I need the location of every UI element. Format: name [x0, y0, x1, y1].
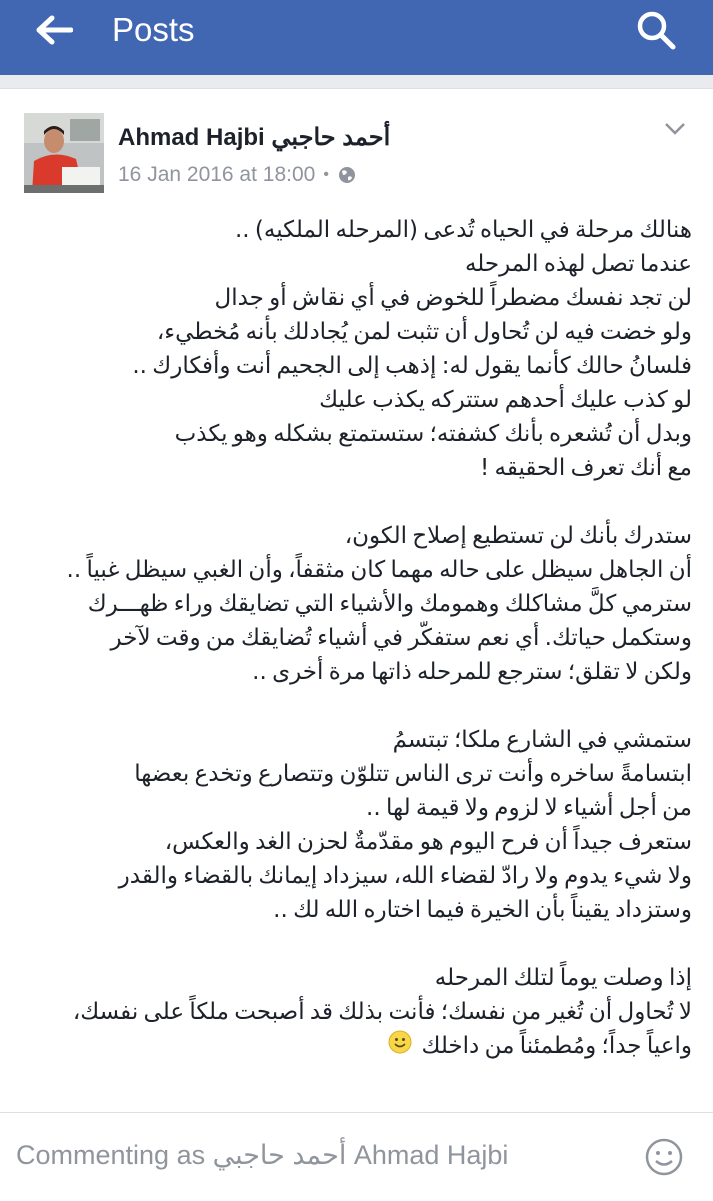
smiley-outline-icon [644, 1137, 684, 1177]
paragraph-gap [14, 485, 692, 519]
post-line: عندما تصل لهذه المرحله [464, 251, 692, 277]
search-icon [636, 10, 676, 50]
paragraph-gap [14, 927, 692, 961]
meta-separator: • [323, 166, 329, 183]
post-line: وستكمل حياتك. أي نعم ستفكّر في أشياء تُضايقك من وقت لآخر [110, 625, 692, 651]
post-line: لو كذب عليك أحدهم ستتركه يكذب عليك [319, 387, 692, 413]
post-line: من أجل أشياء لا لزوم ولا قيمة لها .. [366, 795, 692, 821]
post-line: وبدل أن تُشعره بأنك كشفته؛ ستستمتع بشكله وهو يكذب [174, 421, 692, 447]
paragraph-gap [14, 689, 692, 723]
back-button[interactable] [32, 10, 76, 50]
globe-icon [337, 165, 357, 185]
page-title: Posts [112, 11, 195, 48]
post-line: ستدرك بأنك لن تستطيع إصلاح الكون، [344, 523, 692, 549]
post-line: إذا وصلت يوماً لتلك المرحله [434, 965, 692, 991]
chevron-down-icon [664, 122, 686, 136]
post-author[interactable]: Ahmad Hajbi أحمد حاجبي [118, 124, 391, 151]
comment-bar [0, 1112, 713, 1201]
top-bar [0, 0, 713, 75]
post-line: ستعرف جيداً أن فرح اليوم هو مقدّمةٌ لحزن الغد والعكس، [164, 829, 692, 855]
post-meta [118, 161, 357, 189]
post-timestamp[interactable]: 16 Jan 2016 at 18:00 [118, 163, 316, 186]
post-line: أن الجاهل سيظل على حاله مهما كان مثقفاً، وأن الغبي سيظل غبياً .. [66, 557, 692, 583]
avatar-photo [24, 113, 104, 193]
post-line: ولو خضت فيه لن تُحاول أن تثبت لمن يُجادلك بأنه مُخطيء، [156, 319, 692, 345]
avatar[interactable] [24, 113, 104, 193]
emoji-button[interactable] [644, 1137, 684, 1177]
post-line: سترمي كلَّ مشاكلك وهمومك والأشياء التي تضايقك وراء ظهـــرك [87, 591, 692, 617]
post-line: ابتسامةً ساخره وأنت ترى الناس تتلوّن وتتصارع وتخدع بعضها [134, 761, 692, 787]
post-body [14, 213, 692, 1063]
smiley-icon [388, 1030, 412, 1064]
arrow-left-icon [35, 15, 73, 45]
post-line: وستزداد يقيناً بأن الخيرة فيما اختاره الله لك .. [273, 897, 692, 923]
post-options-button[interactable] [660, 117, 690, 141]
post-line: هنالك مرحلة في الحياه تُدعى (المرحله الملكيه) .. [235, 217, 692, 243]
comment-input[interactable]: Commenting as أحمد حاجبي Ahmad Hajbi [16, 1140, 509, 1170]
search-button[interactable] [632, 6, 680, 54]
post-line: ولا شيء يدوم ولا رادّ لقضاء الله، سيزداد إيمانك بالقضاء والقدر [118, 863, 692, 889]
post-line: لن تجد نفسك مضطراً للخوض في أي نقاش أو جدال [214, 285, 692, 311]
post-line-text: واعياً جداً؛ ومُطمئناً من داخلك [421, 1033, 692, 1059]
post-line: مع أنك تعرف الحقيقه ! [479, 455, 692, 481]
post-line-last [14, 1029, 692, 1063]
post-line: ولكن لا تقلق؛ سترجع للمرحله ذاتها مرة أخرى .. [252, 659, 692, 685]
post-line: ستمشي في الشارع ملكا؛ تبتسمُ [392, 727, 692, 753]
post-line: فلسانُ حالك كأنما يقول له: إذهب إلى الجحيم أنت وأفكارك .. [132, 353, 692, 379]
post-card [0, 88, 713, 1113]
post-line: لا تُحاول أن تُغير من نفسك؛ فأنت بذلك قد أصبحت ملكاً على نفسك، [72, 999, 692, 1025]
